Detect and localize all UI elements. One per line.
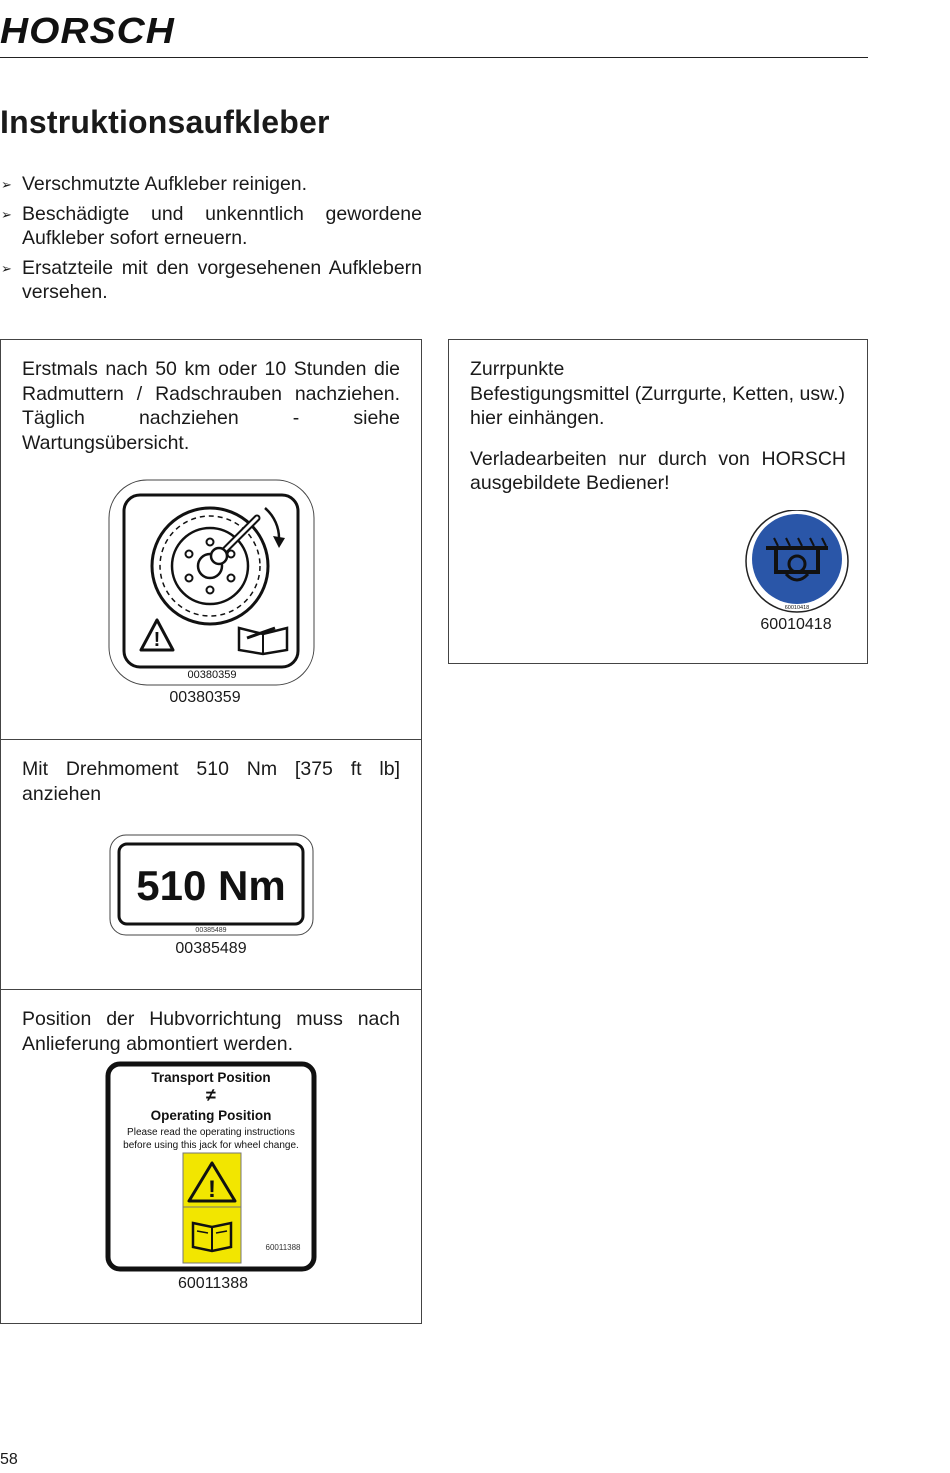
sticker-code-label: 00385489 [195,927,227,934]
manual-book-icon [239,628,287,654]
torque-value-label: 510 Nm [136,862,286,909]
instruction-list [0,172,422,310]
arrowhead-icon: ➢ [1,177,12,192]
sticker-box-wheel-nuts [0,339,422,740]
arrowhead-icon: ➢ [1,206,12,222]
svg-text:!: ! [153,629,161,651]
sticker-code-label: 60010418 [784,605,810,611]
sticker-code-label: 60011388 [265,1243,301,1252]
sticker-code-label: 00380359 [187,669,237,681]
manual-book-icon [193,1223,231,1251]
jack-description: Position der Hubvorrichtung muss nach Anlieferung abmontiert werden. [22,1008,400,1055]
part-number: 60011388 [178,1275,248,1292]
jack-sticker [105,1061,319,1273]
svg-text:Please read the operating inst: Please read the operating instructions [127,1127,295,1138]
svg-text:before using this jack for whe: before using this jack for wheel change. [123,1140,299,1151]
svg-text:Transport Position: Transport Position [151,1070,271,1085]
svg-text:Operating Position: Operating Position [150,1108,272,1123]
sticker-box-torque [0,739,422,990]
list-item: ➢ Beschädigte und unkenntlich gewordene Aufkleber sofort erneuern. [1,202,422,249]
lashing-warning: Verladearbeiten nur durch von HORSCH ausgebildete Bediener! [470,447,846,494]
page-title: Instruktionsaufkleber [0,104,330,140]
lashing-title: Zurrpunkte [470,358,565,380]
wheel-nuts-description: Erstmals nach 50 km oder 10 Stunden die Radmuttern / Radschrauben nachziehen. Täglich nachziehen - siehe Wartungsübersicht. [22,358,400,454]
header-divider [0,57,868,58]
list-item: ➢ Ersatzteile mit den vorgesehenen Aufklebern versehen. [1,256,422,303]
wheel-nut-sticker [107,478,317,688]
brand-logo: HORSCH [0,10,175,51]
part-number: 00380359 [169,689,241,706]
sticker-box-jack [0,989,422,1324]
part-number: 00385489 [175,940,247,957]
svg-text:!: ! [208,1176,216,1203]
page-number: 58 [0,1451,18,1468]
list-item: ➢ Verschmutzte Aufkleber reinigen. [0,172,422,197]
arrowhead-icon: ➢ [1,260,12,276]
lashing-description: Befestigungsmittel (Zurrgurte, Ketten, usw.) hier einhängen. [470,382,845,429]
torque-sticker [109,834,315,938]
lashing-point-sticker [744,510,850,614]
sticker-box-lashing [448,339,868,664]
part-number: 60010418 [760,616,832,633]
torque-description: Mit Drehmoment 510 Nm [375 ft lb] anziehen [22,758,400,805]
svg-text:≠: ≠ [206,1085,216,1105]
